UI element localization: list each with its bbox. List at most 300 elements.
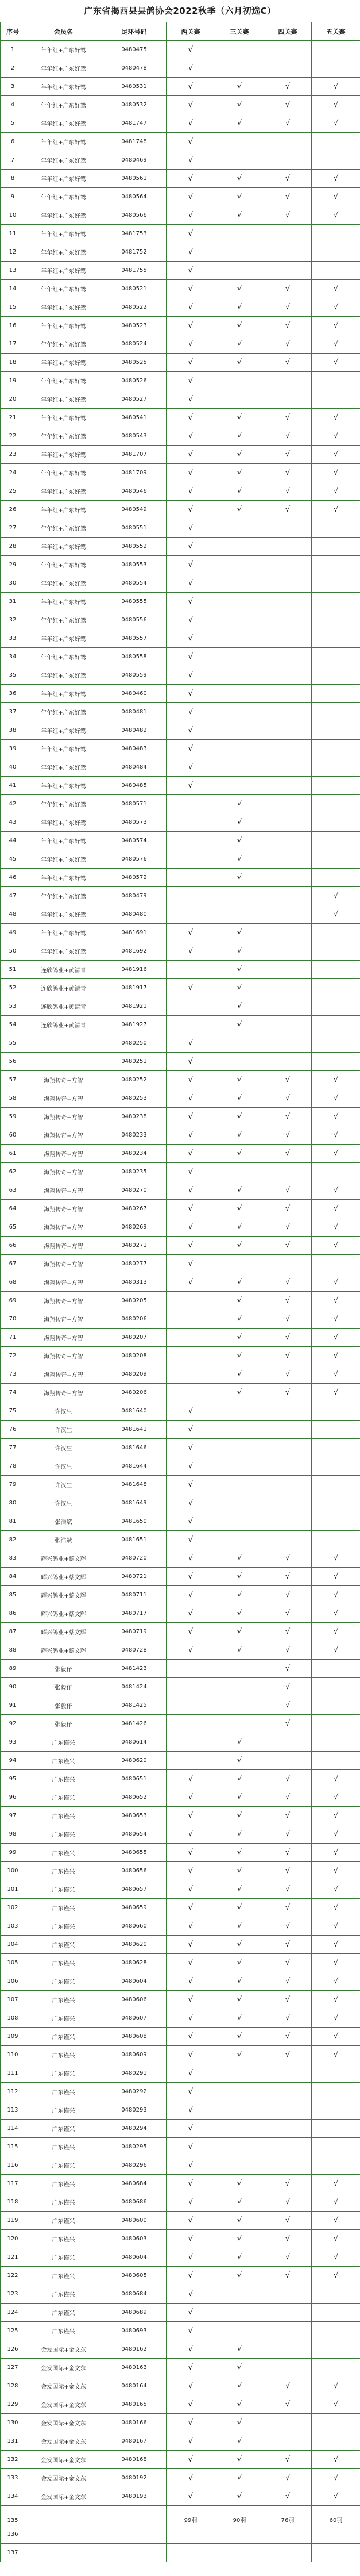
ring-number: 0481753: [102, 225, 167, 243]
row-index: 77: [1, 1439, 25, 1457]
header-race-2: 两关赛: [167, 22, 215, 41]
race-5-check: √: [312, 2487, 360, 2506]
member-name: 连欣鸽业+黄清青: [25, 1016, 102, 1034]
race-4-check: [264, 1402, 312, 1421]
ring-number: 0480205: [102, 1292, 167, 1310]
race-4-check: [264, 390, 312, 409]
race-5-check: [312, 703, 360, 721]
race-2-check: [167, 1384, 215, 1402]
race-2-check: √: [167, 1163, 215, 1181]
table-row: [1, 685, 360, 703]
table-row: [1, 1844, 360, 1862]
race-2-check: √: [167, 1255, 215, 1273]
race-4-check: √: [264, 1991, 312, 2009]
member-name: 年年红+广东好鸳: [25, 685, 102, 703]
member-name: 连欣鸽业+黄清青: [25, 961, 102, 979]
row-index: 108: [1, 2009, 25, 2028]
race-5-check: [312, 1660, 360, 1678]
member-name: 金发国际+金文东: [25, 2487, 102, 2506]
race-5-check: √: [312, 1844, 360, 1862]
member-name: 广东谨兴: [25, 2285, 102, 2304]
member-name: 广东谨兴: [25, 1936, 102, 1954]
race-5-check: √: [312, 1365, 360, 1384]
row-index: 19: [1, 372, 25, 390]
race-5-check: √: [312, 2046, 360, 2064]
race-3-check: √: [215, 2046, 264, 2064]
ring-number: 0480604: [102, 1972, 167, 1991]
row-index: 60: [1, 1126, 25, 1145]
race-2-check: √: [167, 59, 215, 78]
table-row: [1, 1421, 360, 1439]
row-index: 32: [1, 611, 25, 629]
race-3-check: [215, 1494, 264, 1512]
table-row: [1, 2009, 360, 2028]
row-index: 16: [1, 317, 25, 335]
race-2-check: [167, 850, 215, 869]
ring-number: 0480480: [102, 905, 167, 924]
race-5-check: [312, 243, 360, 262]
ring-number: 0480541: [102, 409, 167, 427]
row-index: 12: [1, 243, 25, 262]
row-index: 7: [1, 151, 25, 170]
header-race-3: 三关赛: [215, 22, 264, 41]
race-3-check: [215, 740, 264, 758]
header-member: 会员名: [25, 22, 102, 41]
race-5-check: √: [312, 409, 360, 427]
race-5-check: √: [312, 1972, 360, 1991]
race-5-check: [312, 2138, 360, 2156]
race-5-check: √: [312, 1917, 360, 1936]
ring-number: 0480654: [102, 1825, 167, 1844]
row-index: 115: [1, 2138, 25, 2156]
race-3-check: [215, 2138, 264, 2156]
race-2-check: √: [167, 2248, 215, 2267]
row-index: 78: [1, 1457, 25, 1476]
member-name: 年年红+广东好鸳: [25, 758, 102, 777]
table-row: [1, 96, 360, 114]
race-2-check: [167, 1678, 215, 1696]
ring-number: 0480574: [102, 832, 167, 850]
race-2-check: √: [167, 170, 215, 188]
table-row: [1, 1917, 360, 1936]
race-4-check: [264, 538, 312, 556]
ring-number: 0480609: [102, 2046, 167, 2064]
ring-number: 0480238: [102, 1108, 167, 1126]
race-4-check: [264, 721, 312, 740]
race-2-check: √: [167, 2193, 215, 2212]
table-row: [1, 1126, 360, 1145]
row-index: 66: [1, 1237, 25, 1255]
race-5-check: √: [312, 2377, 360, 2395]
race-4-check: [264, 2156, 312, 2175]
member-name: 海翔传奇+方智: [25, 1108, 102, 1126]
race-2-check: [167, 1715, 215, 1733]
race-5-check: √: [312, 1549, 360, 1568]
race-3-check: √: [215, 795, 264, 813]
ring-number: 0480270: [102, 1181, 167, 1200]
table-row: [1, 1880, 360, 1899]
race-4-check: [264, 758, 312, 777]
ring-number: 0480549: [102, 501, 167, 519]
ring-number: 0481646: [102, 1439, 167, 1457]
race-4-check: √: [264, 1623, 312, 1641]
member-name: 年年红+广东好鸳: [25, 721, 102, 740]
table-row: [1, 1365, 360, 1384]
row-index: 137: [1, 2544, 25, 2562]
table-row: [1, 298, 360, 317]
ring-number: 0480165: [102, 2395, 167, 2414]
ring-number: 0480267: [102, 1200, 167, 1218]
ring-number: 0480293: [102, 2101, 167, 2120]
race-5-check: √: [312, 2175, 360, 2193]
ring-number: 0480481: [102, 703, 167, 721]
race-4-check: √: [264, 1586, 312, 1604]
ring-number: 0480556: [102, 611, 167, 629]
race-3-check: √: [215, 1384, 264, 1402]
member-name: 年年红+广东好鸳: [25, 629, 102, 648]
race-4-check: [264, 887, 312, 905]
member-name: 年年红+广东好鸳: [25, 298, 102, 317]
race-3-check: [215, 151, 264, 170]
race-4-check: [264, 740, 312, 758]
table-row: [1, 905, 360, 924]
row-index: 83: [1, 1549, 25, 1568]
race-5-check: [312, 961, 360, 979]
race-5-check: [312, 1163, 360, 1181]
row-index: 46: [1, 869, 25, 887]
member-name: 辉兴鸽业+蔡文辉: [25, 1623, 102, 1641]
empty-cell: [167, 2525, 215, 2544]
table-row: [1, 464, 360, 482]
race-4-check: √: [264, 2469, 312, 2487]
race-3-check: √: [215, 354, 264, 372]
race-4-check: [264, 1163, 312, 1181]
member-name: 辉兴鸽业+蔡文辉: [25, 1586, 102, 1604]
table-row: [1, 2285, 360, 2304]
ring-number: 0480606: [102, 1991, 167, 2009]
race-2-check: [167, 1696, 215, 1715]
race-5-check: [312, 372, 360, 390]
row-index: 17: [1, 335, 25, 354]
member-name: 广东谨兴: [25, 2064, 102, 2083]
row-index: 75: [1, 1402, 25, 1421]
race-5-check: [312, 1696, 360, 1715]
race-3-check: √: [215, 1071, 264, 1089]
race-3-check: [215, 1439, 264, 1457]
race-3-check: [215, 556, 264, 574]
member-name: 年年红+广东好鸳: [25, 482, 102, 501]
member-name: 年年红+广东好鸳: [25, 777, 102, 795]
race-2-check: √: [167, 942, 215, 961]
ring-number: 0481755: [102, 262, 167, 280]
race-3-check: [215, 611, 264, 629]
member-name: 海翔传奇+方智: [25, 1200, 102, 1218]
race-2-check: √: [167, 2432, 215, 2451]
member-name: 年年红+广东好鸳: [25, 225, 102, 243]
member-name: 张毅仔: [25, 1660, 102, 1678]
race-4-check: √: [264, 1844, 312, 1862]
table-row: [1, 1678, 360, 1696]
row-index: 82: [1, 1531, 25, 1549]
race-5-check: [312, 2340, 360, 2359]
member-name: 广东谨兴: [25, 2304, 102, 2322]
empty-cell: [215, 2544, 264, 2562]
race-4-check: [264, 997, 312, 1016]
member-name: 年年红+广东好鸳: [25, 740, 102, 758]
row-index: 93: [1, 1733, 25, 1752]
row-index: 96: [1, 1788, 25, 1807]
race-4-check: [264, 2083, 312, 2101]
table-row: [1, 740, 360, 758]
race-5-check: [312, 519, 360, 538]
race-4-check: √: [264, 2248, 312, 2267]
table-row: [1, 1623, 360, 1641]
table-row: [1, 942, 360, 961]
race-5-check: √: [312, 2212, 360, 2230]
member-name: 许汉生: [25, 1494, 102, 1512]
race-2-check: √: [167, 114, 215, 133]
race-3-check: [215, 2101, 264, 2120]
race-4-check: [264, 2101, 312, 2120]
row-index: 116: [1, 2156, 25, 2175]
race-2-check: √: [167, 2156, 215, 2175]
member-name: 辉兴鸽业+蔡文辉: [25, 1549, 102, 1568]
race-4-check: [264, 225, 312, 243]
header-race-4: 四关赛: [264, 22, 312, 41]
race-2-check: √: [167, 1218, 215, 1237]
race-3-check: √: [215, 1200, 264, 1218]
race-5-check: √: [312, 206, 360, 225]
table-row: [1, 1862, 360, 1880]
table-row: [1, 1715, 360, 1733]
ring-number: 0481927: [102, 1016, 167, 1034]
table-row: [1, 1108, 360, 1126]
race-5-check: √: [312, 1145, 360, 1163]
table-row: [1, 372, 360, 390]
race-5-check: [312, 1715, 360, 1733]
ring-number: 0481921: [102, 997, 167, 1016]
race-5-check: √: [312, 96, 360, 114]
race-3-check: [215, 2285, 264, 2304]
table-row: [1, 1402, 360, 1421]
row-index: 61: [1, 1145, 25, 1163]
race-5-check: √: [312, 78, 360, 96]
row-index: 65: [1, 1218, 25, 1237]
table-row: [1, 2377, 360, 2395]
race-3-check: √: [215, 427, 264, 446]
race-3-check: √: [215, 850, 264, 869]
race-2-check: √: [167, 2377, 215, 2395]
row-index: 134: [1, 2487, 25, 2506]
member-name: 广东谨兴: [25, 1954, 102, 1972]
race-5-check: [312, 666, 360, 685]
race-2-check: √: [167, 1604, 215, 1623]
race-3-check: √: [215, 78, 264, 96]
table-row: [1, 1457, 360, 1476]
race-2-check: √: [167, 1954, 215, 1972]
table-row: [1, 1347, 360, 1365]
race-5-check: √: [312, 1954, 360, 1972]
race-5-check: √: [312, 1089, 360, 1108]
header-row: [1, 22, 360, 41]
table-row: [1, 1384, 360, 1402]
race-4-check: √: [264, 1347, 312, 1365]
race-3-check: √: [215, 206, 264, 225]
member-name: 年年红+广东好鸳: [25, 133, 102, 151]
race-3-check: √: [215, 1770, 264, 1788]
race-4-check: √: [264, 2230, 312, 2248]
member-name: 海翔传奇+方智: [25, 1273, 102, 1292]
race-3-check: [215, 1421, 264, 1439]
race-4-check: [264, 1034, 312, 1053]
table-row: [1, 1733, 360, 1752]
member-name: 海翔传奇+方智: [25, 1310, 102, 1329]
ring-number: 0480294: [102, 2120, 167, 2138]
race-5-check: √: [312, 501, 360, 519]
table-row: [1, 2120, 360, 2138]
race-3-check: √: [215, 446, 264, 464]
ring-number: 0480571: [102, 795, 167, 813]
table-row: [1, 1972, 360, 1991]
member-name: 海翔传奇+方智: [25, 1089, 102, 1108]
race-5-check: √: [312, 1384, 360, 1402]
ring-number: 0481916: [102, 961, 167, 979]
race-2-check: √: [167, 538, 215, 556]
member-name: 海翔传奇+方智: [25, 1365, 102, 1384]
ring-number: 0480653: [102, 1807, 167, 1825]
race-4-check: √: [264, 1917, 312, 1936]
member-name: 广东谨兴: [25, 1917, 102, 1936]
race-4-check: [264, 2304, 312, 2322]
table-row: [1, 1053, 360, 1071]
row-index: 28: [1, 538, 25, 556]
race-5-check: [312, 758, 360, 777]
row-index: 79: [1, 1476, 25, 1494]
race-2-check: √: [167, 2395, 215, 2414]
row-index: 5: [1, 114, 25, 133]
ring-number: 0480620: [102, 1936, 167, 1954]
race-2-check: √: [167, 1273, 215, 1292]
race-2-check: √: [167, 2267, 215, 2285]
race-2-check: √: [167, 1512, 215, 1531]
race-5-check: √: [312, 1126, 360, 1145]
race-4-check: √: [264, 1880, 312, 1899]
member-name: 金发国际+金文东: [25, 2414, 102, 2432]
member-name: 海翔传奇+方智: [25, 1292, 102, 1310]
race-2-check: √: [167, 390, 215, 409]
row-index: 95: [1, 1770, 25, 1788]
empty-cell: [264, 2544, 312, 2562]
race-2-check: √: [167, 262, 215, 280]
race-4-check: [264, 243, 312, 262]
race-3-check: √: [215, 1126, 264, 1145]
row-index: 91: [1, 1696, 25, 1715]
table-row: [1, 1310, 360, 1329]
ring-number: 0480686: [102, 2193, 167, 2212]
race-4-check: [264, 1512, 312, 1531]
ring-number: 0480291: [102, 2064, 167, 2083]
race-3-check: √: [215, 335, 264, 354]
member-name: 金发国际+金文东: [25, 2377, 102, 2395]
row-index: 111: [1, 2064, 25, 2083]
race-2-check: √: [167, 703, 215, 721]
race-3-check: √: [215, 1788, 264, 1807]
race-3-check: [215, 574, 264, 593]
ring-number: 0480655: [102, 1844, 167, 1862]
member-name: 广东谨兴: [25, 2212, 102, 2230]
member-name: 金发国际+金文东: [25, 2340, 102, 2359]
race-5-check: [312, 1016, 360, 1034]
race-4-check: √: [264, 1604, 312, 1623]
member-name: 年年红+广东好鸳: [25, 666, 102, 685]
race-4-check: √: [264, 2046, 312, 2064]
ring-number: 0480475: [102, 41, 167, 59]
race-2-check: √: [167, 1917, 215, 1936]
race-4-check: √: [264, 501, 312, 519]
race-2-check: √: [167, 924, 215, 942]
empty-cell: [312, 2525, 360, 2544]
ring-number: 0480652: [102, 1788, 167, 1807]
race-2-check: √: [167, 629, 215, 648]
race-5-check: √: [312, 1292, 360, 1310]
row-index: 99: [1, 1844, 25, 1862]
race-3-check: √: [215, 1752, 264, 1770]
table-row: [1, 2487, 360, 2506]
race-3-check: √: [215, 1825, 264, 1844]
race-4-check: [264, 593, 312, 611]
table-row: [1, 1494, 360, 1512]
race-5-check: √: [312, 1807, 360, 1825]
member-name: 年年红+广东好鸳: [25, 556, 102, 574]
race-3-check: [215, 629, 264, 648]
row-index: 9: [1, 188, 25, 206]
race-4-check: √: [264, 78, 312, 96]
table-row: [1, 1991, 360, 2009]
race-4-check: [264, 777, 312, 795]
ring-number: 0480296: [102, 2156, 167, 2175]
race-4-check: √: [264, 1181, 312, 1200]
race-5-check: [312, 1733, 360, 1752]
race-2-check: √: [167, 2487, 215, 2506]
table-row: [1, 593, 360, 611]
race-4-check: [264, 1457, 312, 1476]
ring-number: 0480271: [102, 1237, 167, 1255]
race-5-check: [312, 1421, 360, 1439]
member-name: 张浩斌: [25, 1512, 102, 1531]
row-index: 43: [1, 813, 25, 832]
row-index: 131: [1, 2432, 25, 2451]
race-4-check: √: [264, 427, 312, 446]
race-4-check: [264, 1531, 312, 1549]
ring-number: 0481423: [102, 1660, 167, 1678]
race-2-check: √: [167, 979, 215, 997]
member-name: 年年红+广东好鸳: [25, 170, 102, 188]
race-5-check: [312, 1439, 360, 1457]
ring-number: 0480719: [102, 1623, 167, 1641]
member-name: [25, 1053, 102, 1071]
member-name: 年年红+广东好鸳: [25, 280, 102, 298]
race-3-check: [215, 685, 264, 703]
member-name: 许汉生: [25, 1421, 102, 1439]
member-name: 年年红+广东好鸳: [25, 96, 102, 114]
row-index: 125: [1, 2322, 25, 2340]
race-5-check: √: [312, 114, 360, 133]
row-index: 50: [1, 942, 25, 961]
race-2-check: √: [167, 777, 215, 795]
row-index: 104: [1, 1936, 25, 1954]
race-5-check: [312, 225, 360, 243]
race-2-check: √: [167, 574, 215, 593]
